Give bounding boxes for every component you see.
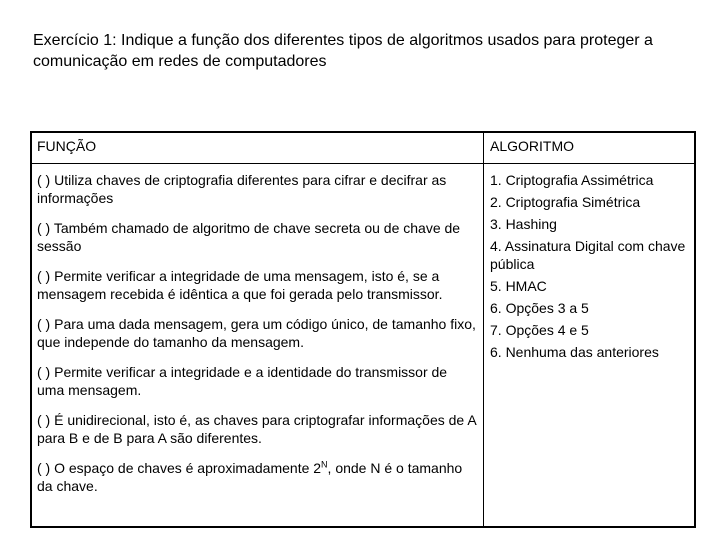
- function-item-3: ( ) Permite verificar a integridade de uma mensagem, isto é, se a mensagem recebida é idêntica a que foi gerada pelo transmissor.: [37, 268, 443, 302]
- column-divider: [483, 133, 484, 526]
- function-item-1: ( ) Utiliza chaves de criptografia diferentes para cifrar e decifrar as informações: [37, 172, 447, 206]
- algorithm-item-7: 7. Opções 4 e 5: [490, 322, 589, 338]
- function-item-4: ( ) Para uma dada mensagem, gera um código único, de tamanho fixo, que independe do tamanho da mensagem.: [37, 316, 476, 350]
- function-item-7: [37, 459, 477, 495]
- header-divider: [32, 163, 694, 164]
- algorithm-item-4: 4. Assinatura Digital com chave pública: [490, 238, 686, 272]
- algorithm-item-6: 6. Opções 3 a 5: [490, 300, 589, 316]
- algorithm-column: [490, 171, 694, 365]
- function-item-7-before: ( ) O espaço de chaves é aproximadamente 2: [37, 460, 322, 476]
- header-function: FUNÇÃO: [37, 138, 97, 154]
- function-algorithm-table: [30, 131, 696, 528]
- header-algorithm: ALGORITMO: [490, 138, 575, 154]
- algorithm-item-2: 2. Criptografia Simétrica: [490, 194, 641, 210]
- exercise-title: Exercício 1: Indique a função dos diferentes tipos de algoritmos usados para proteger a comunicação em redes de computadores: [33, 32, 653, 70]
- function-column: [37, 171, 477, 495]
- algorithm-item-3: 3. Hashing: [490, 216, 557, 232]
- function-item-6: ( ) É unidirecional, isto é, as chaves para criptografar informações de A para B e de B para A são diferentes.: [37, 412, 476, 446]
- function-item-7-superscript: N: [321, 459, 328, 470]
- algorithm-item-1: 1. Criptografia Assimétrica: [490, 172, 654, 188]
- algorithm-item-5: 5. HMAC: [490, 278, 547, 294]
- function-item-2: ( ) Também chamado de algoritmo de chave secreta ou de chave de sessão: [37, 220, 461, 254]
- algorithm-item-8: 6. Nenhuma das anteriores: [490, 344, 659, 360]
- function-item-7-after: , onde N é o tamanho da chave.: [37, 460, 463, 494]
- function-item-5: ( ) Permite verificar a integridade e a identidade do transmissor de uma mensagem.: [37, 364, 448, 398]
